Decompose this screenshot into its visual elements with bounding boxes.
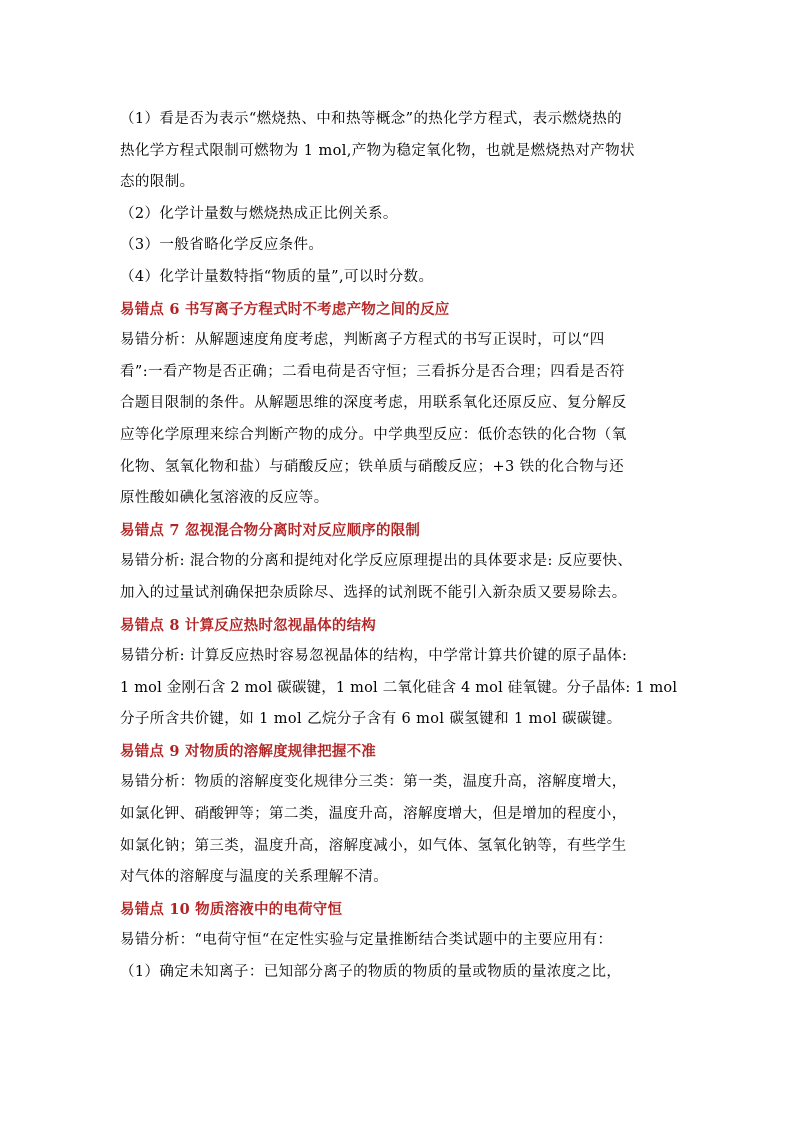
paragraph-line: 加入的过量试剂确保把杂质除尽、选择的试剂既不能引入新杂质又要易除去。 bbox=[120, 584, 627, 601]
document-content bbox=[120, 104, 680, 989]
section-heading: 易错点 9 对物质的溶解度规律把握不准 bbox=[120, 742, 376, 760]
paragraph-line: （4）化学计量数特指“物质的量”,可以时分数。 bbox=[120, 268, 434, 285]
paragraph-line: 易错分析：从解题速度角度考虑，判断离子方程式的书写正误时，可以“四 bbox=[120, 332, 605, 349]
paragraph-line: （2）化学计量数与燃烧热成正比例关系。 bbox=[120, 205, 398, 222]
section-heading: 易错点 7 忽视混合物分离时对反应顺序的限制 bbox=[120, 521, 421, 539]
section-heading: 易错点 10 物质溶液中的电荷守恒 bbox=[120, 900, 343, 918]
paragraph-line: 热化学方程式限制可燃物为 1 mol,产物为稳定氧化物，也就是燃烧热对产物状 bbox=[120, 142, 635, 159]
paragraph-line: 易错分析: 混合物的分离和提纯对化学反应原理提出的具体要求是: 反应要快、 bbox=[120, 553, 633, 570]
paragraph-line: 合题目限制的条件。从解题思维的深度考虑，用联系氧化还原反应、复分解反 bbox=[120, 395, 627, 412]
paragraph-line: 化物、氢氧化物和盐）与硝酸反应；铁单质与硝酸反应；+3 铁的化合物与还 bbox=[120, 458, 624, 475]
section-heading: 易错点 6 书写离子方程式时不考虑产物之间的反应 bbox=[120, 300, 450, 318]
paragraph-line: 易错分析：物质的溶解度变化规律分三类：第一类，温度升高，溶解度增大， bbox=[120, 774, 627, 791]
paragraph-line: 如氯化钾、硝酸钾等；第二类，温度升高，溶解度增大，但是增加的程度小， bbox=[120, 806, 627, 823]
paragraph-line: （3）一般省略化学反应条件。 bbox=[120, 237, 324, 254]
paragraph-line: 易错分析：“电荷守恒“在定性实验与定量推断结合类试题中的主要应用有： bbox=[120, 932, 613, 949]
paragraph-line: （1）看是否为表示“燃烧热、中和热等概念”的热化学方程式，表示燃烧热的 bbox=[120, 111, 623, 127]
paragraph-line: 对气体的溶解度与温度的关系理解不清。 bbox=[120, 869, 389, 886]
paragraph-line: 易错分析: 计算反应热时容易忽视晶体的结构，中学常计算共价键的原子晶体: bbox=[120, 648, 628, 665]
paragraph-line: （1）确定未知离子：已知部分离子的物质的物质的量或物质的量浓度之比， bbox=[120, 964, 622, 981]
paragraph-line: 态的限制。 bbox=[120, 174, 195, 191]
paragraph-line: 原性酸如碘化氢溶液的反应等。 bbox=[120, 490, 329, 507]
section-heading: 易错点 8 计算反应热时忽视晶体的结构 bbox=[120, 616, 376, 634]
paragraph-line: 如氯化钠；第三类，温度升高，溶解度减小，如气体、氢氧化钠等，有些学生 bbox=[120, 837, 627, 854]
paragraph-line: 1 mol 金刚石含 2 mol 碳碳键，1 mol 二氧化硅含 4 mol 硅氧键。分子晶体: 1 mol bbox=[120, 679, 678, 696]
paragraph-line: 看”:一看产物是否正确；二看电荷是否守恒；三看拆分是否合理；四看是否符 bbox=[120, 363, 625, 380]
paragraph-line: 应等化学原理来综合判断产物的成分。中学典型反应：低价态铁的化合物（氧 bbox=[120, 426, 627, 443]
paragraph-line: 分子所含共价键，如 1 mol 乙烷分子含有 6 mol 碳氢键和 1 mol 碳碳键。 bbox=[120, 711, 622, 728]
